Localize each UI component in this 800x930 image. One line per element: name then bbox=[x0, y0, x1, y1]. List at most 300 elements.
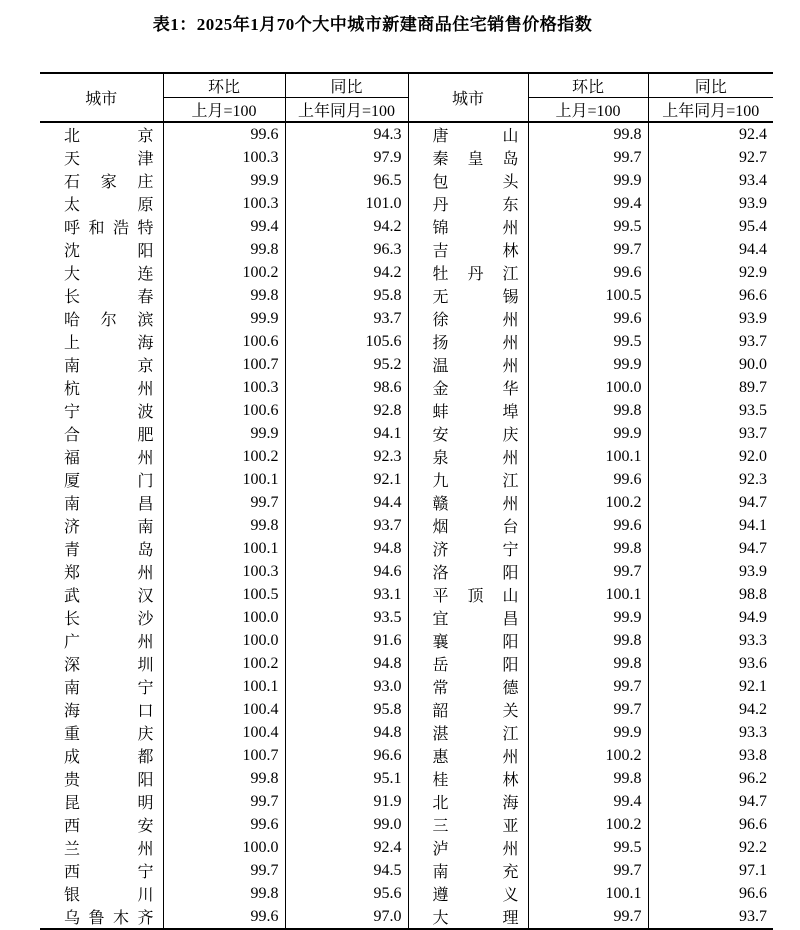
city-name: 郑 州 bbox=[64, 565, 154, 582]
city-name-cell bbox=[40, 215, 163, 238]
mom-index-cell: 100.7 bbox=[163, 353, 285, 376]
city-name: 深 圳 bbox=[64, 657, 154, 674]
mom-index-cell: 100.1 bbox=[528, 882, 648, 905]
yoy-index-cell: 93.5 bbox=[285, 606, 408, 629]
mom-index-cell: 100.7 bbox=[163, 744, 285, 767]
city-name: 唐 山 bbox=[432, 128, 519, 145]
city-name: 大 理 bbox=[432, 910, 519, 927]
price-index-table bbox=[40, 72, 773, 930]
yoy-index-cell: 96.6 bbox=[739, 286, 767, 304]
city-name: 牡 丹 江 bbox=[432, 266, 519, 283]
city-name: 昆 明 bbox=[64, 795, 154, 812]
table-row bbox=[40, 583, 773, 606]
yoy-index-cell: 93.3 bbox=[739, 723, 767, 741]
yoy-index-cell: 93.7 bbox=[285, 307, 408, 330]
mom-index-cell: 99.6 bbox=[163, 813, 285, 836]
mom-index-cell: 100.0 bbox=[163, 629, 285, 652]
mom-index-cell: 99.8 bbox=[528, 122, 648, 146]
mom-index-cell: 99.8 bbox=[528, 652, 648, 675]
city-name-cell bbox=[408, 330, 528, 353]
mom-index-cell: 100.2 bbox=[163, 652, 285, 675]
yoy-index-cell: 95.6 bbox=[285, 882, 408, 905]
city-name: 南 京 bbox=[64, 358, 154, 375]
mom-index-cell: 99.5 bbox=[528, 215, 648, 238]
city-name: 徐 州 bbox=[432, 312, 519, 329]
yoy-index-cell: 89.7 bbox=[739, 378, 767, 396]
city-name: 济 宁 bbox=[432, 542, 519, 559]
yoy-index-cell: 91.9 bbox=[285, 790, 408, 813]
table-row bbox=[40, 882, 773, 905]
table-row bbox=[40, 445, 773, 468]
mom-index-cell: 100.1 bbox=[528, 583, 648, 606]
city-name-cell bbox=[40, 353, 163, 376]
city-name-cell bbox=[408, 468, 528, 491]
city-name: 济 南 bbox=[64, 519, 154, 536]
mom-index-cell: 100.0 bbox=[163, 836, 285, 859]
city-name: 青 岛 bbox=[64, 542, 154, 559]
header-yoy-base-left: 上年同月=100 bbox=[285, 98, 408, 123]
city-name-cell bbox=[408, 652, 528, 675]
table-row bbox=[40, 629, 773, 652]
city-name-cell bbox=[40, 560, 163, 583]
city-name: 韶 关 bbox=[432, 703, 519, 720]
city-name: 呼 和 浩 特 bbox=[64, 220, 154, 237]
table-row bbox=[40, 491, 773, 514]
city-name: 北 京 bbox=[64, 128, 154, 145]
city-name-cell bbox=[40, 583, 163, 606]
mom-index-cell: 99.6 bbox=[163, 122, 285, 146]
mom-index-cell: 99.9 bbox=[163, 422, 285, 445]
yoy-index-cell: 93.0 bbox=[285, 675, 408, 698]
yoy-index-cell: 101.0 bbox=[285, 192, 408, 215]
yoy-index-cell: 92.4 bbox=[739, 125, 767, 143]
table-row bbox=[40, 215, 773, 238]
city-name-cell bbox=[40, 491, 163, 514]
city-name-cell bbox=[40, 698, 163, 721]
mom-index-cell: 100.4 bbox=[163, 698, 285, 721]
yoy-index-cell: 93.9 bbox=[739, 309, 767, 327]
mom-index-cell: 100.0 bbox=[163, 606, 285, 629]
city-name: 宜 昌 bbox=[432, 611, 519, 628]
yoy-index-cell: 96.3 bbox=[285, 238, 408, 261]
city-name-cell bbox=[408, 353, 528, 376]
city-name: 赣 州 bbox=[432, 496, 519, 513]
table-row bbox=[40, 905, 773, 929]
city-name: 广 州 bbox=[64, 634, 154, 651]
yoy-index-cell: 93.9 bbox=[739, 194, 767, 212]
city-name: 锦 州 bbox=[432, 220, 519, 237]
city-name-cell bbox=[40, 813, 163, 836]
city-name-cell bbox=[408, 445, 528, 468]
city-name-cell bbox=[408, 422, 528, 445]
city-name: 秦 皇 岛 bbox=[432, 151, 519, 168]
yoy-index-cell: 94.7 bbox=[739, 493, 767, 511]
city-name-cell bbox=[408, 698, 528, 721]
city-name-cell bbox=[40, 146, 163, 169]
mom-index-cell: 99.8 bbox=[163, 284, 285, 307]
city-name: 石 家 庄 bbox=[64, 174, 154, 191]
city-name-cell bbox=[408, 859, 528, 882]
yoy-index-cell: 93.7 bbox=[739, 332, 767, 350]
city-name: 太 原 bbox=[64, 197, 154, 214]
yoy-index-cell: 93.5 bbox=[739, 401, 767, 419]
city-name-cell bbox=[40, 882, 163, 905]
city-name: 丹 东 bbox=[432, 197, 519, 214]
yoy-index-cell: 93.6 bbox=[739, 654, 767, 672]
yoy-index-cell: 93.7 bbox=[285, 514, 408, 537]
city-name: 洛 阳 bbox=[432, 565, 519, 582]
yoy-index-cell: 95.2 bbox=[285, 353, 408, 376]
yoy-index-cell: 90.0 bbox=[739, 355, 767, 373]
yoy-index-cell: 94.4 bbox=[739, 240, 767, 258]
city-name-cell bbox=[40, 284, 163, 307]
mom-index-cell: 99.7 bbox=[528, 859, 648, 882]
mom-index-cell: 99.4 bbox=[528, 192, 648, 215]
city-name: 北 海 bbox=[432, 795, 519, 812]
city-name-cell bbox=[408, 721, 528, 744]
table-row bbox=[40, 146, 773, 169]
yoy-index-cell: 94.4 bbox=[285, 491, 408, 514]
city-name: 沈 阳 bbox=[64, 243, 154, 260]
yoy-index-cell: 94.6 bbox=[285, 560, 408, 583]
table-row bbox=[40, 376, 773, 399]
yoy-index-cell: 94.2 bbox=[285, 261, 408, 284]
mom-index-cell: 99.6 bbox=[528, 468, 648, 491]
yoy-index-cell: 96.6 bbox=[739, 815, 767, 833]
yoy-index-cell: 93.8 bbox=[739, 746, 767, 764]
city-name-cell bbox=[40, 514, 163, 537]
mom-index-cell: 99.7 bbox=[528, 238, 648, 261]
city-name-cell bbox=[40, 122, 163, 146]
mom-index-cell: 99.7 bbox=[528, 146, 648, 169]
city-name: 扬 州 bbox=[432, 335, 519, 352]
header-yoy-base-right: 上年同月=100 bbox=[648, 98, 773, 123]
table-row bbox=[40, 284, 773, 307]
city-name: 乌 鲁 木 齐 bbox=[64, 910, 154, 927]
city-name-cell bbox=[408, 307, 528, 330]
city-name: 银 川 bbox=[64, 887, 154, 904]
city-name: 包 头 bbox=[432, 174, 519, 191]
mom-index-cell: 99.6 bbox=[528, 514, 648, 537]
city-name: 金 华 bbox=[432, 381, 519, 398]
mom-index-cell: 99.7 bbox=[163, 790, 285, 813]
city-name-cell bbox=[40, 261, 163, 284]
yoy-index-cell: 94.1 bbox=[285, 422, 408, 445]
yoy-index-cell: 94.1 bbox=[739, 516, 767, 534]
table-row bbox=[40, 307, 773, 330]
table-row bbox=[40, 859, 773, 882]
table-row bbox=[40, 468, 773, 491]
yoy-index-cell: 95.1 bbox=[285, 767, 408, 790]
table-row bbox=[40, 192, 773, 215]
mom-index-cell: 100.2 bbox=[528, 813, 648, 836]
mom-index-cell: 100.5 bbox=[163, 583, 285, 606]
mom-index-cell: 99.8 bbox=[163, 514, 285, 537]
yoy-index-cell: 93.7 bbox=[739, 424, 767, 442]
city-name: 南 充 bbox=[432, 864, 519, 881]
mom-index-cell: 99.4 bbox=[163, 215, 285, 238]
mom-index-cell: 100.5 bbox=[528, 284, 648, 307]
city-name: 西 宁 bbox=[64, 864, 154, 881]
city-name-cell bbox=[40, 376, 163, 399]
mom-index-cell: 99.7 bbox=[163, 859, 285, 882]
city-name-cell bbox=[408, 767, 528, 790]
city-name-cell bbox=[40, 905, 163, 929]
table-row bbox=[40, 790, 773, 813]
city-name-cell bbox=[408, 882, 528, 905]
mom-index-cell: 100.2 bbox=[528, 491, 648, 514]
yoy-index-cell: 94.2 bbox=[739, 700, 767, 718]
mom-index-cell: 100.6 bbox=[163, 399, 285, 422]
city-name-cell bbox=[40, 744, 163, 767]
table-row bbox=[40, 606, 773, 629]
city-name: 大 连 bbox=[64, 266, 154, 283]
mom-index-cell: 99.7 bbox=[528, 560, 648, 583]
city-name: 海 口 bbox=[64, 703, 154, 720]
mom-index-cell: 100.0 bbox=[528, 376, 648, 399]
city-name-cell bbox=[40, 169, 163, 192]
city-name: 上 海 bbox=[64, 335, 154, 352]
mom-index-cell: 100.4 bbox=[163, 721, 285, 744]
city-name-cell bbox=[408, 560, 528, 583]
yoy-index-cell: 94.9 bbox=[739, 608, 767, 626]
header-mom-base-right: 上月=100 bbox=[528, 98, 648, 123]
city-name: 兰 州 bbox=[64, 841, 154, 858]
header-yoy-right: 同比 bbox=[648, 73, 773, 98]
yoy-index-cell: 94.2 bbox=[285, 215, 408, 238]
yoy-index-cell: 94.8 bbox=[285, 652, 408, 675]
table-header bbox=[40, 73, 773, 122]
mom-index-cell: 99.4 bbox=[528, 790, 648, 813]
table-row bbox=[40, 675, 773, 698]
city-name: 长 沙 bbox=[64, 611, 154, 628]
table-row bbox=[40, 330, 773, 353]
city-name-cell bbox=[40, 238, 163, 261]
city-name-cell bbox=[408, 122, 528, 146]
city-name-cell bbox=[408, 905, 528, 929]
yoy-index-cell: 96.2 bbox=[739, 769, 767, 787]
city-name-cell bbox=[408, 744, 528, 767]
city-name-cell bbox=[408, 606, 528, 629]
table-row bbox=[40, 721, 773, 744]
yoy-index-cell: 97.1 bbox=[739, 861, 767, 879]
mom-index-cell: 99.9 bbox=[528, 169, 648, 192]
yoy-index-cell: 92.4 bbox=[285, 836, 408, 859]
yoy-index-cell: 92.3 bbox=[739, 470, 767, 488]
mom-index-cell: 99.7 bbox=[528, 698, 648, 721]
city-name-cell bbox=[40, 399, 163, 422]
mom-index-cell: 99.9 bbox=[528, 422, 648, 445]
table-title: 表1：2025年1月70个大中城市新建商品住宅销售价格指数 bbox=[152, 15, 593, 34]
mom-index-cell: 99.9 bbox=[528, 721, 648, 744]
yoy-index-cell: 96.5 bbox=[285, 169, 408, 192]
city-name: 杭 州 bbox=[64, 381, 154, 398]
table-body bbox=[40, 122, 773, 929]
yoy-index-cell: 91.6 bbox=[285, 629, 408, 652]
city-name-cell bbox=[408, 675, 528, 698]
yoy-index-cell: 94.8 bbox=[285, 537, 408, 560]
city-name-cell bbox=[40, 606, 163, 629]
city-name-cell bbox=[40, 629, 163, 652]
mom-index-cell: 100.2 bbox=[163, 445, 285, 468]
table-row bbox=[40, 422, 773, 445]
yoy-index-cell: 97.0 bbox=[285, 905, 408, 929]
city-name: 安 庆 bbox=[432, 427, 519, 444]
mom-index-cell: 100.1 bbox=[528, 445, 648, 468]
city-name-cell bbox=[40, 445, 163, 468]
table-row bbox=[40, 767, 773, 790]
city-name: 襄 阳 bbox=[432, 634, 519, 651]
yoy-index-cell: 96.6 bbox=[285, 744, 408, 767]
yoy-index-cell: 97.9 bbox=[285, 146, 408, 169]
city-name-cell bbox=[40, 859, 163, 882]
mom-index-cell: 99.5 bbox=[528, 836, 648, 859]
city-name-cell bbox=[40, 721, 163, 744]
city-name: 岳 阳 bbox=[432, 657, 519, 674]
header-mom-base-left: 上月=100 bbox=[163, 98, 285, 123]
yoy-index-cell: 93.1 bbox=[285, 583, 408, 606]
mom-index-cell: 99.8 bbox=[528, 629, 648, 652]
yoy-index-cell: 95.4 bbox=[739, 217, 767, 235]
city-name-cell bbox=[40, 790, 163, 813]
yoy-index-cell: 105.6 bbox=[285, 330, 408, 353]
yoy-index-cell: 93.9 bbox=[739, 562, 767, 580]
mom-index-cell: 100.3 bbox=[163, 146, 285, 169]
mom-index-cell: 99.6 bbox=[528, 307, 648, 330]
city-name: 三 亚 bbox=[432, 818, 519, 835]
table-row bbox=[40, 560, 773, 583]
table-row bbox=[40, 169, 773, 192]
yoy-index-cell: 92.2 bbox=[739, 838, 767, 856]
mom-index-cell: 100.3 bbox=[163, 560, 285, 583]
table-row bbox=[40, 514, 773, 537]
mom-index-cell: 99.8 bbox=[528, 767, 648, 790]
yoy-index-cell: 92.1 bbox=[739, 677, 767, 695]
city-name-cell bbox=[408, 790, 528, 813]
city-name-cell bbox=[40, 537, 163, 560]
city-name-cell bbox=[408, 215, 528, 238]
city-name: 九 江 bbox=[432, 473, 519, 490]
table-row bbox=[40, 353, 773, 376]
city-name-cell bbox=[408, 537, 528, 560]
yoy-index-cell: 95.8 bbox=[285, 284, 408, 307]
city-name: 重 庆 bbox=[64, 726, 154, 743]
city-name: 平 顶 山 bbox=[432, 588, 519, 605]
city-name-cell bbox=[408, 261, 528, 284]
city-name: 成 都 bbox=[64, 749, 154, 766]
city-name-cell bbox=[408, 376, 528, 399]
mom-index-cell: 99.6 bbox=[163, 905, 285, 929]
table-row bbox=[40, 744, 773, 767]
city-name: 惠 州 bbox=[432, 749, 519, 766]
mom-index-cell: 99.9 bbox=[528, 606, 648, 629]
city-name: 天 津 bbox=[64, 151, 154, 168]
mom-index-cell: 99.7 bbox=[163, 491, 285, 514]
yoy-index-cell: 94.7 bbox=[739, 792, 767, 810]
city-name-cell bbox=[40, 652, 163, 675]
city-name-cell bbox=[408, 146, 528, 169]
yoy-index-cell: 94.8 bbox=[285, 721, 408, 744]
table-row bbox=[40, 537, 773, 560]
header-row-1 bbox=[40, 73, 773, 98]
mom-index-cell: 100.3 bbox=[163, 192, 285, 215]
table-row bbox=[40, 238, 773, 261]
city-name: 南 昌 bbox=[64, 496, 154, 513]
yoy-index-cell: 99.0 bbox=[285, 813, 408, 836]
city-name: 西 安 bbox=[64, 818, 154, 835]
yoy-index-cell: 92.8 bbox=[285, 399, 408, 422]
city-name-cell bbox=[40, 330, 163, 353]
mom-index-cell: 99.8 bbox=[528, 537, 648, 560]
yoy-index-cell: 98.8 bbox=[739, 585, 767, 603]
mom-index-cell: 99.7 bbox=[528, 675, 648, 698]
table-row bbox=[40, 813, 773, 836]
header-mom-left: 环比 bbox=[163, 73, 285, 98]
yoy-index-cell: 92.9 bbox=[739, 263, 767, 281]
city-name-cell bbox=[408, 629, 528, 652]
mom-index-cell: 100.2 bbox=[528, 744, 648, 767]
table-row bbox=[40, 698, 773, 721]
city-name: 桂 林 bbox=[432, 772, 519, 789]
mom-index-cell: 99.8 bbox=[163, 238, 285, 261]
city-name-cell bbox=[40, 767, 163, 790]
city-name: 厦 门 bbox=[64, 473, 154, 490]
mom-index-cell: 99.9 bbox=[163, 169, 285, 192]
mom-index-cell: 99.8 bbox=[163, 767, 285, 790]
yoy-index-cell: 94.7 bbox=[739, 539, 767, 557]
city-name-cell bbox=[408, 514, 528, 537]
mom-index-cell: 99.9 bbox=[163, 307, 285, 330]
city-name: 湛 江 bbox=[432, 726, 519, 743]
city-name: 南 宁 bbox=[64, 680, 154, 697]
header-city-right: 城市 bbox=[408, 73, 528, 122]
city-name-cell bbox=[40, 422, 163, 445]
city-name: 泉 州 bbox=[432, 450, 519, 467]
yoy-index-cell: 98.6 bbox=[285, 376, 408, 399]
mom-index-cell: 99.8 bbox=[163, 882, 285, 905]
mom-index-cell: 100.3 bbox=[163, 376, 285, 399]
yoy-index-cell: 92.0 bbox=[739, 447, 767, 465]
city-name-cell bbox=[40, 675, 163, 698]
city-name-cell bbox=[408, 192, 528, 215]
table-row bbox=[40, 836, 773, 859]
mom-index-cell: 99.8 bbox=[528, 399, 648, 422]
mom-index-cell: 99.7 bbox=[528, 905, 648, 929]
mom-index-cell: 100.1 bbox=[163, 675, 285, 698]
city-name: 哈 尔 滨 bbox=[64, 312, 154, 329]
city-name: 常 德 bbox=[432, 680, 519, 697]
city-name: 烟 台 bbox=[432, 519, 519, 536]
city-name: 遵 义 bbox=[432, 887, 519, 904]
mom-index-cell: 99.9 bbox=[528, 353, 648, 376]
city-name: 宁 波 bbox=[64, 404, 154, 421]
city-name-cell bbox=[408, 491, 528, 514]
city-name-cell bbox=[408, 399, 528, 422]
table-row bbox=[40, 261, 773, 284]
city-name: 温 州 bbox=[432, 358, 519, 375]
city-name-cell bbox=[408, 813, 528, 836]
mom-index-cell: 99.6 bbox=[528, 261, 648, 284]
city-name-cell bbox=[408, 169, 528, 192]
yoy-index-cell: 96.6 bbox=[739, 884, 767, 902]
yoy-index-cell: 92.3 bbox=[285, 445, 408, 468]
mom-index-cell: 99.5 bbox=[528, 330, 648, 353]
mom-index-cell: 100.6 bbox=[163, 330, 285, 353]
city-name: 合 肥 bbox=[64, 427, 154, 444]
city-name: 泸 州 bbox=[432, 841, 519, 858]
yoy-index-cell: 93.7 bbox=[739, 907, 767, 925]
city-name-cell bbox=[408, 583, 528, 606]
